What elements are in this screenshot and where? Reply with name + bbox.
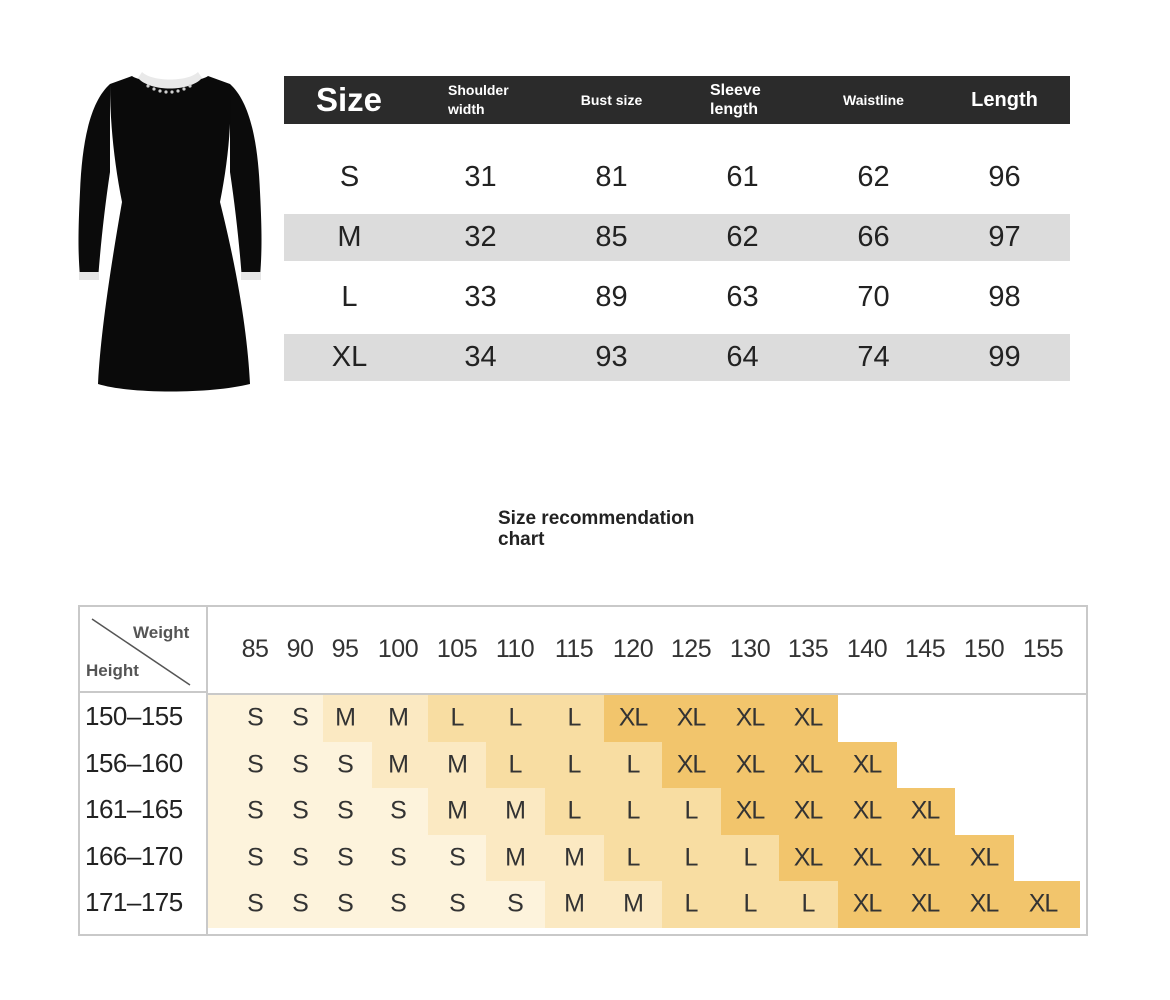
measurement-cell: 81: [595, 161, 628, 193]
size-recommendation: S: [390, 889, 406, 918]
size-recommendation: S: [507, 889, 523, 918]
table-row: [284, 154, 1070, 201]
size-recommendation: XL: [793, 750, 823, 779]
size-recommendation: L: [684, 796, 698, 825]
size-recommendation: L: [626, 843, 640, 872]
recommendation-title: Size recommendation chart: [498, 508, 695, 550]
size-recommendation: XL: [969, 843, 999, 872]
size-recommendation: XL: [735, 703, 765, 732]
weight-label: 95: [331, 635, 359, 663]
size-recommendation: S: [292, 796, 308, 825]
size-table-header: [284, 76, 1070, 124]
size-recommendation: M: [564, 889, 584, 918]
size-cell-bg: [208, 881, 278, 928]
size-recommendation: L: [626, 750, 640, 779]
size-cell: S: [339, 161, 360, 193]
size-recommendation: S: [247, 796, 263, 825]
size-recommendation: M: [447, 750, 467, 779]
size-cell: M: [337, 221, 362, 253]
weight-label: 155: [1022, 635, 1064, 663]
measurement-cell: 62: [726, 221, 759, 253]
measurement-cell: 66: [857, 221, 890, 253]
size-grid: [208, 693, 1086, 934]
measurement-cell: 98: [988, 281, 1021, 313]
size-recommendation: S: [449, 889, 465, 918]
size-recommendation: XL: [852, 750, 882, 779]
size-table: [284, 76, 1070, 394]
weight-label: 85: [241, 635, 269, 663]
size-cell-bg: [208, 835, 278, 882]
size-cell-bg: [208, 788, 278, 835]
size-recommendation: L: [801, 889, 815, 918]
size-recommendation: L: [567, 703, 581, 732]
size-recommendation: XL: [735, 750, 765, 779]
height-column: [80, 693, 208, 934]
size-recommendation: S: [390, 843, 406, 872]
size-recommendation: XL: [676, 750, 706, 779]
size-recommendation: L: [743, 889, 757, 918]
weight-axis-label: Weight: [133, 623, 190, 642]
measurement-cell: 96: [988, 161, 1021, 193]
size-recommendation: M: [505, 843, 525, 872]
size-recommendation: S: [247, 703, 263, 732]
weight-label: 140: [846, 635, 888, 663]
size-recommendation: S: [292, 703, 308, 732]
measurement-cell: 63: [726, 281, 759, 313]
weight-label: 150: [963, 635, 1005, 663]
header-length: Length: [971, 88, 1038, 111]
table-row: [284, 274, 1070, 321]
size-table-body: [284, 154, 1070, 381]
measurement-cell: 31: [464, 161, 497, 193]
weight-label: 90: [286, 635, 314, 663]
weight-label: 145: [904, 635, 946, 663]
size-cell-bg: [208, 695, 278, 742]
size-recommendation: S: [337, 750, 353, 779]
size-recommendation: M: [447, 796, 467, 825]
size-recommendation: XL: [852, 843, 882, 872]
size-cell: L: [341, 281, 358, 313]
measurement-cell: 97: [988, 221, 1021, 253]
height-label: 171–175: [85, 887, 183, 917]
weight-label: 115: [554, 635, 594, 663]
measurement-cell: 61: [726, 161, 759, 193]
weight-label: 105: [436, 635, 478, 663]
size-recommendation: XL: [910, 796, 940, 825]
size-recommendation: XL: [910, 889, 940, 918]
size-recommendation: S: [337, 796, 353, 825]
size-recommendation: S: [247, 843, 263, 872]
size-recommendation: L: [743, 843, 757, 872]
size-recommendation: M: [623, 889, 643, 918]
size-recommendation: M: [335, 703, 355, 732]
measurement-cell: 33: [464, 281, 497, 313]
measurement-cell: 62: [857, 161, 890, 193]
size-recommendation: S: [449, 843, 465, 872]
size-recommendation: XL: [793, 796, 823, 825]
size-recommendation: XL: [852, 796, 882, 825]
size-recommendation: M: [505, 796, 525, 825]
size-recommendation: L: [567, 796, 581, 825]
size-recommendation: XL: [852, 889, 882, 918]
weight-label: 130: [729, 635, 771, 663]
weight-header-row: [208, 607, 1086, 695]
weight-label: 125: [670, 635, 712, 663]
size-recommendation: XL: [676, 703, 706, 732]
measurement-cell: 32: [464, 221, 497, 253]
header-waistline: Waistline: [843, 91, 904, 108]
measurement-cell: 89: [595, 281, 628, 313]
weight-label: 100: [377, 635, 419, 663]
size-recommendation: S: [390, 796, 406, 825]
height-label: 166–170: [85, 840, 183, 871]
size-recommendation: L: [508, 703, 522, 732]
size-recommendation: XL: [793, 703, 823, 732]
weight-label: 135: [787, 635, 829, 663]
size-recommendation: L: [508, 750, 522, 779]
header-bust-size: Bust size: [580, 91, 643, 108]
header-shoulder-width: Shoulder width: [448, 82, 509, 117]
measurement-cell: 99: [988, 341, 1021, 373]
size-recommendation: XL: [793, 843, 823, 872]
size-recommendation: XL: [969, 889, 999, 918]
header-sleeve-length: Sleeve length: [710, 82, 761, 118]
measurement-cell: 74: [857, 341, 890, 373]
weight-label: 110: [495, 635, 535, 663]
size-recommendation: S: [292, 843, 308, 872]
size-recommendation: L: [567, 750, 581, 779]
measurement-cell: 64: [726, 341, 759, 373]
height-label: 161–165: [85, 794, 183, 824]
size-recommendation: L: [684, 889, 698, 918]
size-recommendation: M: [388, 703, 408, 732]
measurement-cell: 85: [595, 221, 628, 253]
table-row: [284, 334, 1070, 381]
measurement-cell: 70: [857, 281, 890, 313]
table-row: [284, 214, 1070, 261]
size-recommendation: S: [337, 889, 353, 918]
size-recommendation: S: [247, 889, 263, 918]
size-recommendation: L: [626, 796, 640, 825]
height-axis-label: Height: [86, 661, 139, 680]
size-recommendation: S: [337, 843, 353, 872]
size-recommendation: XL: [1028, 889, 1058, 918]
height-label: 156–160: [85, 747, 183, 778]
size-cell-bg: [208, 742, 278, 789]
measurement-cell: 34: [464, 341, 497, 373]
size-recommendation-chart: [78, 605, 1088, 936]
size-recommendation: XL: [618, 703, 648, 732]
size-cell: XL: [331, 341, 368, 373]
size-recommendation: S: [292, 750, 308, 779]
size-recommendation: S: [247, 750, 263, 779]
height-label: 150–155: [85, 701, 183, 731]
header-size: Size: [316, 81, 383, 118]
size-recommendation: S: [292, 889, 308, 918]
measurement-cell: 93: [595, 341, 628, 373]
size-recommendation: L: [450, 703, 464, 732]
corner-cell: [80, 607, 208, 693]
size-recommendation: XL: [910, 843, 940, 872]
weight-label: 120: [612, 635, 654, 663]
size-recommendation: M: [564, 843, 584, 872]
size-recommendation: M: [388, 750, 408, 779]
dress-image: [70, 62, 270, 398]
size-recommendation: L: [684, 843, 698, 872]
size-recommendation: XL: [735, 796, 765, 825]
